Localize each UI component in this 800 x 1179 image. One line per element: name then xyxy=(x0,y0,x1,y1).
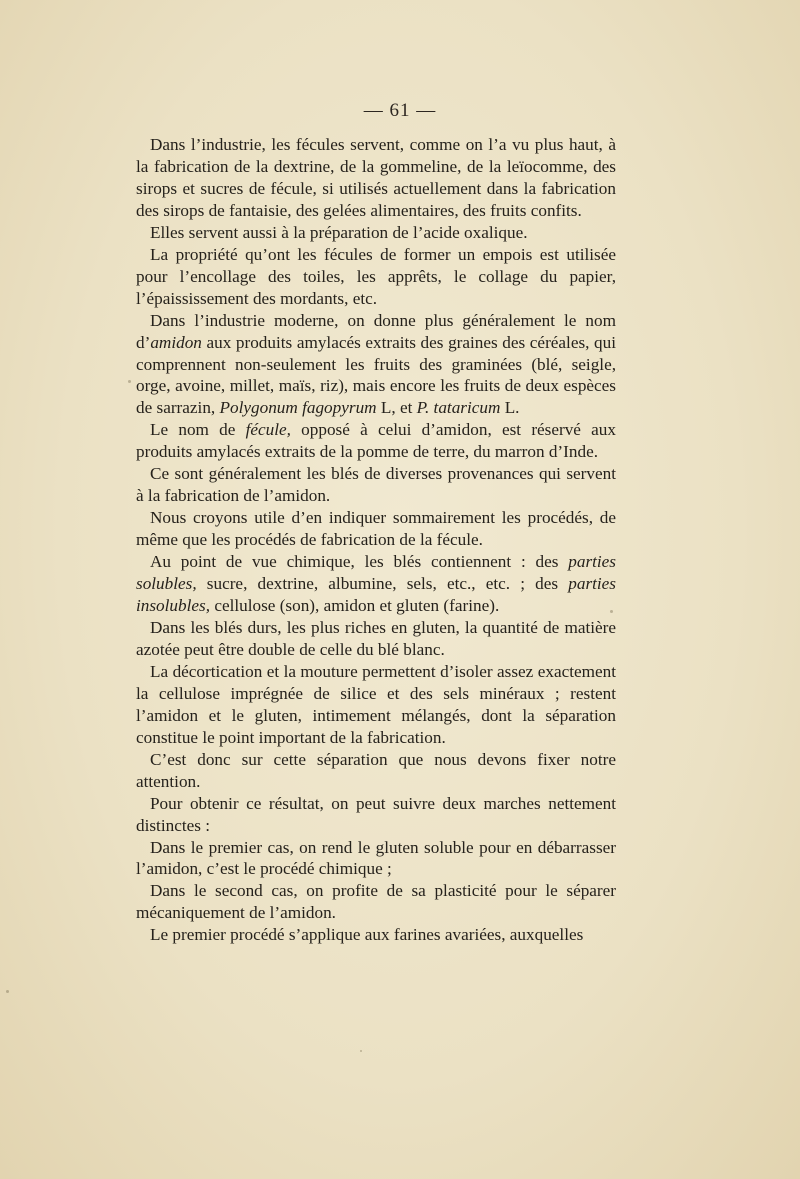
paragraph: Nous croyons utile d’en indiquer sommairement les procédés, de même que les procédés de fabrication de la fécule. xyxy=(136,508,616,550)
paragraph: Pour obtenir ce résultat, on peut suivre deux marches nettement distinctes : xyxy=(136,793,616,835)
paper-speck xyxy=(6,990,9,993)
page-number: — 61 — xyxy=(363,100,437,121)
paragraph: Dans l’industrie, les fécules servent, comme on l’a vu plus haut, à la fabrication de la dextrine, de la gommeline, de la leïocomme, des sirops et sucres de fécule, si utilisés actuellement dans la fabrication des sirops de fantaisie, des gelées alimentaires, des fruits confits. xyxy=(136,135,616,220)
text-run: L, et xyxy=(376,398,417,418)
paper-speck xyxy=(128,380,131,383)
paragraph: Le premier procédé s’applique aux farines avariées, auxquelles xyxy=(150,925,584,945)
paragraph: Dans le second cas, on profite de sa plasticité pour le séparer mécaniquement de l’amidon. xyxy=(136,881,616,923)
italic-term: fécule, xyxy=(245,420,291,440)
text-run: cellulose (son), amidon et gluten (farine). xyxy=(210,596,500,616)
paragraph: C’est donc sur cette séparation que nous devons fixer notre attention. xyxy=(136,749,616,791)
paragraph: Ce sont généralement les blés de diverses provenances qui servent à la fabrication de l’amidon. xyxy=(136,464,616,506)
paper-speck xyxy=(360,1050,362,1052)
italic-term: amidon xyxy=(150,332,202,352)
text-run: opposé à celui d’amidon, est réservé aux produits amylacés extraits de la pomme de terre, du marron d’Inde. xyxy=(136,420,616,462)
text-run: Au point de vue chimique, les blés contiennent : des xyxy=(150,552,569,572)
paragraph xyxy=(136,551,616,617)
paragraph xyxy=(136,310,616,420)
paragraph: Dans le premier cas, on rend le gluten soluble pour en débarrasser l’amidon, c’est le procédé chimique ; xyxy=(136,837,616,879)
text-run: L. xyxy=(500,398,520,418)
italic-term: parties insolubles, xyxy=(136,574,616,616)
paragraph xyxy=(136,419,616,463)
paragraph: Dans les blés durs, les plus riches en gluten, la quantité de matière azotée peut être double de celle du blé blanc. xyxy=(136,617,616,659)
paragraph: La décortication et la mouture permettent d’isoler assez exactement la cellulose imprégnée de silice et des sels minéraux ; restent l’amidon et le gluten, intimement mélangés, dont la séparation constitue le point important de la fabrication. xyxy=(136,661,616,747)
italic-term: parties solubles, xyxy=(136,552,616,594)
italic-term: P. tataricum xyxy=(416,398,501,418)
text-run: sucre, dextrine, albumine, sels, etc., etc. ; des xyxy=(196,574,569,594)
paragraph: La propriété qu’ont les fécules de former un empois est utilisée pour l’encollage des toiles, les apprêts, le collage du papier, l’épaississement des mordants, etc. xyxy=(136,244,616,308)
text-run: Le nom de xyxy=(150,420,246,440)
text-run: aux produits amylacés extraits des graines des céréales, qui comprennent non-seulement les fruits des graminées (blé, seigle, orge, avoine, millet, maïs, riz), mais encore les fruits de deux espèces de sarrazin, xyxy=(136,332,616,418)
body-text xyxy=(136,134,616,946)
paragraph: Elles servent aussi à la préparation de l’acide oxalique. xyxy=(150,222,528,242)
text-run: Dans l’industrie moderne, on donne plus généralement le nom d’ xyxy=(136,310,616,352)
paper-speck xyxy=(610,610,613,613)
italic-term: Polygonum fagopyrum xyxy=(219,398,377,418)
